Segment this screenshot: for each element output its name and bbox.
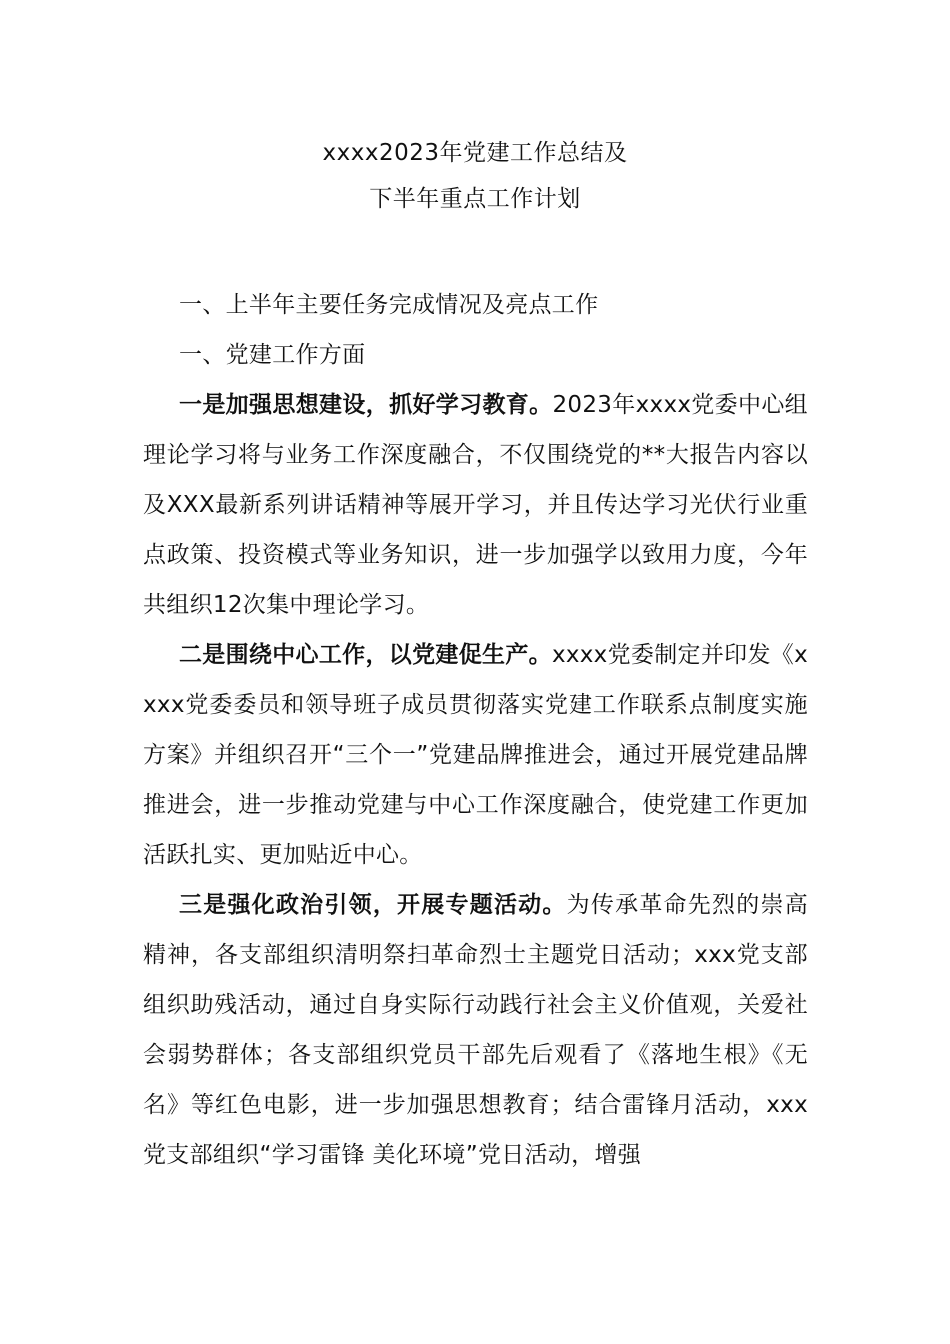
paragraph-1-text: 2023年xxxx党委中心组理论学习将与业务工作深度融合，不仅围绕党的**大报告内容以及XXX最新系列讲话精神等展开学习，并且传达学习光伏行业重点政策、投资模式等业务知识，进一步加强学以致用力度，今年共组织12次集中理论学习。 xyxy=(143,392,808,618)
paragraph-2 xyxy=(143,630,808,880)
title-line-1: xxxx2023年党建工作总结及 xyxy=(322,140,628,166)
subsection-heading: 一、党建工作方面 xyxy=(179,342,366,368)
paragraph-2-text: xxxx党委制定并印发《xxxx党委委员和领导班子成员贯彻落实党建工作联系点制度实施方案》并组织召开“三个一”党建品牌推进会，通过开展党建品牌推进会，进一步推动党建与中心工作深度融合，使党建工作更加活跃扎实、更加贴近中心。 xyxy=(143,642,808,868)
document-title xyxy=(0,130,950,222)
section-heading: 一、上半年主要任务完成情况及亮点工作 xyxy=(179,292,599,318)
paragraph-3-text: 为传承革命先烈的崇高精神，各支部组织清明祭扫革命烈士主题党日活动；xxx党支部组织助残活动，通过自身实际行动践行社会主义价值观，关爱社会弱势群体；各支部组织党员干部先后观看了《落地生根》《无名》等红色电影，进一步加强思想教育；结合雷锋月活动，xxx党支部组织“学习雷锋 美化环境”党日活动，增强 xyxy=(143,892,808,1168)
paragraph-2-lead: 二是围绕中心工作，以党建促生产。 xyxy=(179,642,552,668)
document-body xyxy=(143,280,808,1180)
title-line-2: 下半年重点工作计划 xyxy=(369,186,581,212)
paragraph-3 xyxy=(143,880,808,1180)
paragraph-1-lead: 一是加强思想建设，抓好学习教育。 xyxy=(179,392,553,418)
paragraph-1 xyxy=(143,380,808,630)
paragraph-3-lead: 三是强化政治引领，开展专题活动。 xyxy=(179,892,567,918)
